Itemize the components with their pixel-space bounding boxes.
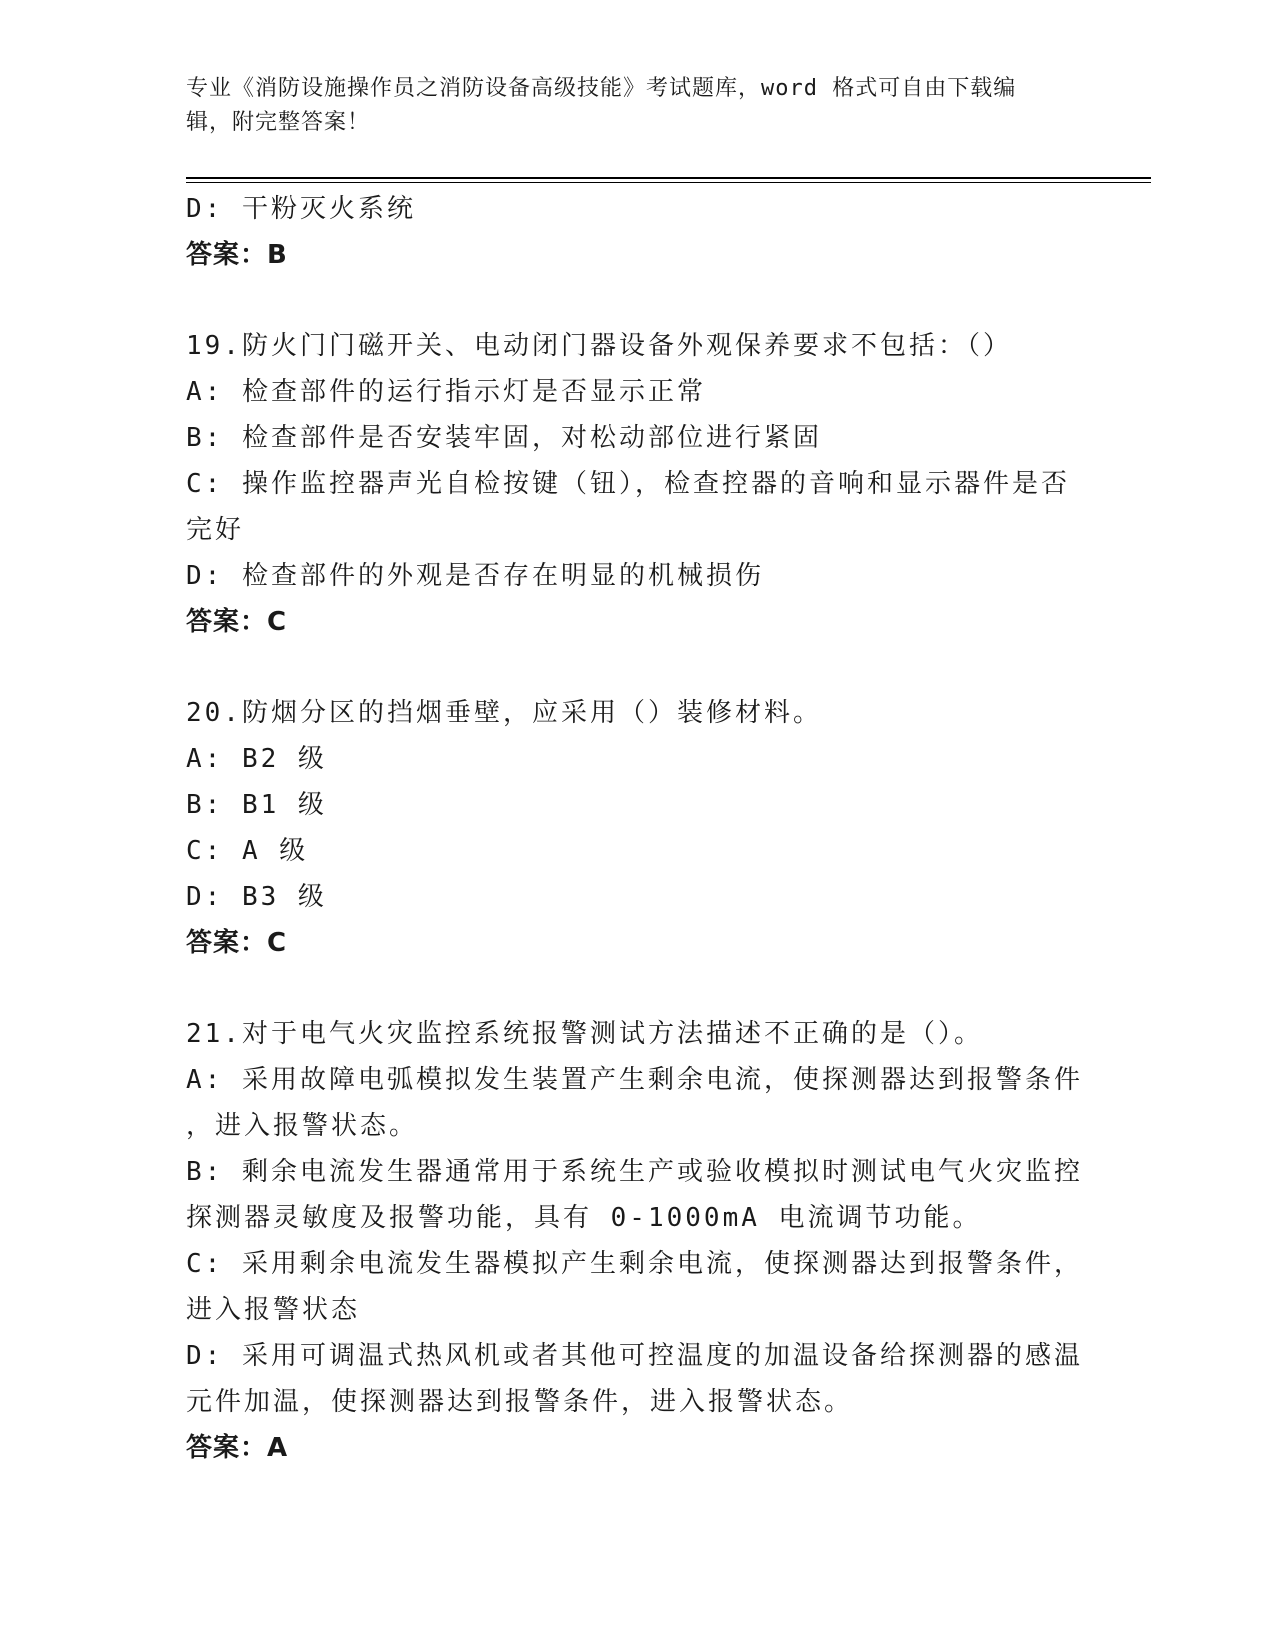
question-19 [186, 323, 1086, 645]
question-21 [186, 1011, 1086, 1471]
option-c: C: 操作监控器声光自检按键（钮），检查控器的音响和显示器件是否 [186, 469, 1070, 499]
option-c-continued: 进入报警状态 [186, 1295, 361, 1325]
header-line-1: 专业《消防设施操作员之消防设备高级技能》考试题库，word 格式可自由下载编 [186, 76, 1017, 101]
prev-answer: 答案：B [186, 240, 288, 270]
option-b: B: 剩余电流发生器通常用于系统生产或验收模拟时测试电气火灾监控 [186, 1157, 1083, 1187]
header-divider-thin [186, 182, 1151, 183]
answer: 答案：C [186, 607, 288, 637]
header-line-2: 辑，附完整答案！ [186, 110, 371, 135]
answer: 答案：C [186, 928, 288, 958]
option-d-continued: 元件加温，使探测器达到报警条件，进入报警状态。 [186, 1387, 854, 1417]
option-d: D: 采用可调温式热风机或者其他可控温度的加温设备给探测器的感温 [186, 1341, 1083, 1371]
option-b: B: B1 级 [186, 790, 327, 820]
header-divider-thick [186, 177, 1151, 179]
option-b: B: 检查部件是否安装牢固，对松动部位进行紧固 [186, 423, 822, 453]
option-a: A: B2 级 [186, 744, 327, 774]
question-stem: 20.防烟分区的挡烟垂壁，应采用（）装修材料。 [186, 698, 822, 728]
option-c-continued: 完好 [186, 515, 245, 545]
answer: 答案：A [186, 1433, 289, 1463]
option-d: D: B3 级 [186, 882, 327, 912]
option-a-continued: ，进入报警状态。 [186, 1111, 419, 1141]
question-20 [186, 690, 1086, 966]
option-c: C: A 级 [186, 836, 309, 866]
page-header [186, 72, 1086, 140]
question-list [186, 186, 1086, 1471]
option-b-continued: 探测器灵敏度及报警功能，具有 0-1000mA 电流调节功能。 [186, 1203, 982, 1233]
question-stem: 21.对于电气火灾监控系统报警测试方法描述不正确的是（）。 [186, 1019, 983, 1049]
option-d: D: 检查部件的外观是否存在明显的机械损伤 [186, 561, 764, 591]
option-a: A: 采用故障电弧模拟发生装置产生剩余电流，使探测器达到报警条件 [186, 1065, 1083, 1095]
question-stem: 19.防火门门磁开关、电动闭门器设备外观保养要求不包括：（） [186, 331, 1012, 361]
prev-option-d: D: 干粉灭火系统 [186, 194, 416, 224]
option-a: A: 检查部件的运行指示灯是否显示正常 [186, 377, 706, 407]
option-c: C: 采用剩余电流发生器模拟产生剩余电流，使探测器达到报警条件， [186, 1249, 1083, 1279]
